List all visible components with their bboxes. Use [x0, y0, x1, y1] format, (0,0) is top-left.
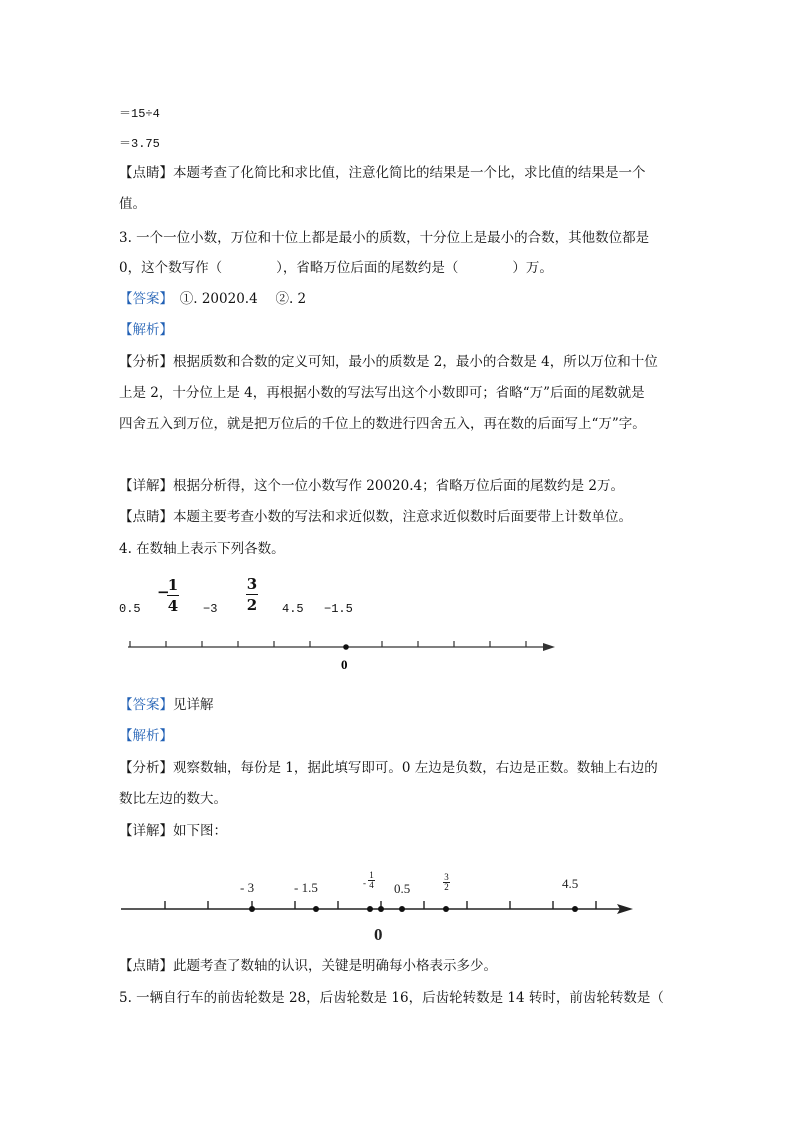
point-minus-3 [249, 906, 255, 912]
fenxi-text: 根据质数和合数的定义可知，最小的质数是 2，最小的合数是 4，所以万位和十位 [173, 354, 658, 370]
equation-line-2: ＝3.75 [119, 137, 160, 151]
xiangjie-4-tag: 【详解】 [119, 823, 173, 839]
fenxi-3-line-2: 上是 2，十分位上是 4，再根据小数的写法写出这个小数即可；省略“万”后面的尾数就是 [119, 385, 645, 401]
answer-tag: 【答案】 [119, 291, 167, 307]
dianjing-line-cont: 值。 [119, 196, 146, 212]
fenxi-4-line-2: 数比左边的数大。 [119, 791, 227, 807]
xiangjie-tag: 【详解】 [119, 478, 173, 494]
fenxi-3-line-3: 四舍五入到万位，就是把万位后的千位上的数进行四舍五入，再在数的后面写上“万”字。 [119, 416, 646, 432]
dianjing-text: 本题考查了化简比和求比值，注意化简比的结果是一个比，求比值的结果是一个 [173, 165, 646, 181]
fenxi-tag: 【分析】 [119, 354, 173, 370]
point-minus-quarter [367, 906, 373, 912]
point-0-5 [399, 906, 405, 912]
q4-fraction-sign: − [157, 583, 170, 601]
q4-number-0-5: 0.5 [119, 602, 141, 616]
label-minus-1-5: - 1.5 [294, 880, 318, 895]
equation-line-1: ＝15÷4 [119, 107, 160, 121]
answer-4-tag: 【答案】 [119, 697, 173, 713]
frac-denominator: 2 [444, 882, 449, 892]
q4-number-minus-3: −3 [203, 602, 218, 616]
xiangjie-text: 根据分析得，这个一位小数写作 20020.4；省略万位后面的尾数约是 2万。 [173, 478, 624, 494]
frac-numerator: 3 [246, 575, 258, 593]
dianjing-3-tag: 【点睛】 [119, 509, 173, 525]
point-minus-1-5 [313, 906, 319, 912]
label-one-quarter [368, 871, 375, 890]
frac-numerator: 1 [369, 870, 374, 880]
question-3-line-1: 3. 一个一位小数，万位和十位上都是最小的质数，十分位上是最小的合数，其他数位都是 [119, 230, 650, 246]
label-quarter-sign: - [363, 878, 366, 888]
frac-numerator: 1 [167, 576, 179, 594]
answer-4-text: 见详解 [173, 697, 214, 713]
answer-text: ①. 20020.4 ②. 2 [166, 291, 307, 307]
q4-number-4-5: 4.5 [282, 602, 304, 616]
dianjing-4-tag: 【点睛】 [119, 958, 173, 974]
label-three-halves [443, 873, 450, 892]
frac-denominator: 4 [167, 597, 179, 615]
label-4-5: 4.5 [562, 876, 579, 891]
xiangjie-4-text: 如下图： [173, 823, 227, 839]
dianjing-3-text: 本题主要考查小数的写法和求近似数，注意求近似数时后面要带上计数单位。 [173, 509, 632, 525]
axis-2-zero-label: 0 [374, 925, 383, 944]
q4-number-minus-1-5: −1.5 [324, 602, 353, 616]
question-4: 4. 在数轴上表示下列各数。 [119, 541, 285, 557]
question-5: 5. 一辆自行车的前齿轮数是 28，后齿轮数是 16，后齿轮转数是 14 转时，前齿轮转数是（ [119, 990, 664, 1006]
fenxi-4-text: 观察数轴，每份是 1，据此填写即可。0 左边是负数，右边是正数。数轴上右边的 [173, 760, 658, 776]
point-4-5 [572, 906, 578, 912]
analysis-heading-4: 【解析】 [119, 728, 173, 744]
dianjing-tag: 【点睛】 [119, 165, 173, 181]
dianjing-4-text: 此题考查了数轴的认识，关键是明确每小格表示多少。 [173, 958, 497, 974]
dianjing-4 [119, 956, 497, 976]
frac-numerator: 3 [444, 872, 449, 882]
fenxi-4-tag: 【分析】 [119, 760, 173, 776]
axis-zero-label: 0 [341, 657, 348, 672]
analysis-heading-3: 【解析】 [119, 322, 173, 338]
point-zero [378, 906, 384, 912]
frac-denominator: 2 [246, 596, 258, 614]
label-0-5: 0.5 [394, 881, 411, 896]
label-minus-3: - 3 [240, 880, 255, 895]
frac-denominator: 4 [369, 880, 374, 890]
point-three-halves [443, 906, 449, 912]
question-3-line-2: 0，这个数写作（ ），省略万位后面的尾数约是（ ）万。 [119, 260, 553, 276]
